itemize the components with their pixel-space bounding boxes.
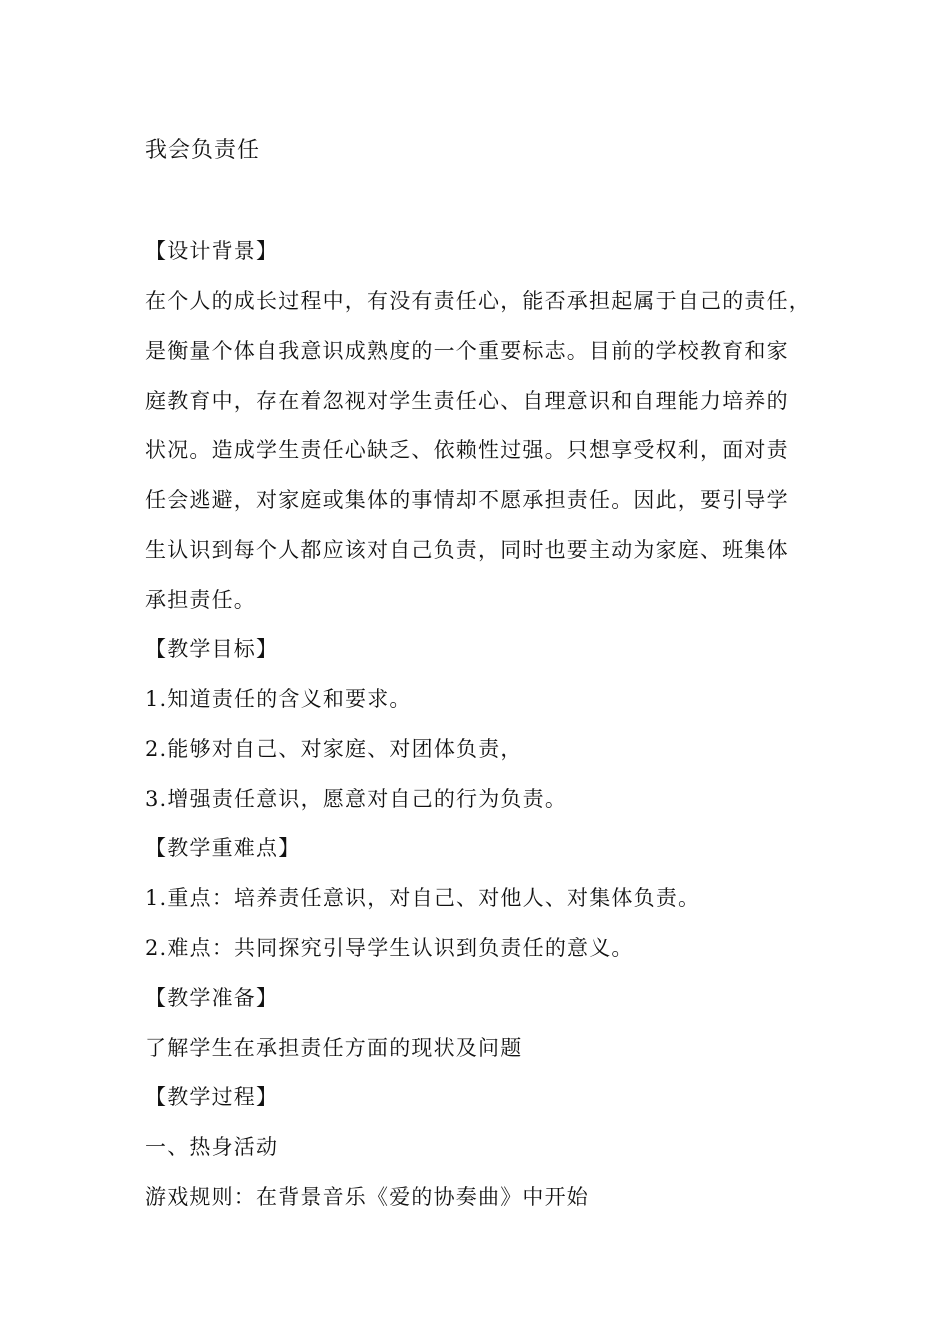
goal-item: 1.知道责任的含义和要求。 — [145, 687, 412, 711]
paragraph-line: 是衡量个体自我意识成熟度的一个重要标志。目前的学校教育和家 — [145, 339, 789, 363]
section-heading-goals: 【教学目标】 — [145, 637, 279, 661]
goal-item: 2.能够对自己、对家庭、对团体负责， — [145, 737, 523, 761]
section-heading-process: 【教学过程】 — [145, 1085, 279, 1109]
paragraph-line: 任会逃避，对家庭或集体的事情却不愿承担责任。因此，要引导学 — [145, 488, 789, 512]
section-heading-prep: 【教学准备】 — [145, 986, 279, 1010]
paragraph-line: 承担责任。 — [145, 588, 256, 612]
focus-item: 1.重点：培养责任意识，对自己、对他人、对集体负责。 — [145, 886, 701, 910]
goal-item: 3.增强责任意识，愿意对自己的行为负责。 — [145, 787, 568, 811]
section-heading-focus: 【教学重难点】 — [145, 836, 301, 860]
section-heading-background: 【设计背景】 — [145, 239, 279, 263]
document-title: 我会负责任 — [145, 138, 261, 163]
paragraph-line: 生认识到每个人都应该对自己负责，同时也要主动为家庭、班集体 — [145, 538, 789, 562]
process-step: 一、热身活动 — [145, 1135, 279, 1159]
prep-text: 了解学生在承担责任方面的现状及问题 — [145, 1036, 523, 1060]
focus-item: 2.难点：共同探究引导学生认识到负责任的意义。 — [145, 936, 634, 960]
process-rule: 游戏规则：在背景音乐《爱的协奏曲》中开始 — [145, 1185, 589, 1209]
paragraph-line: 状况。造成学生责任心缺乏、依赖性过强。只想享受权利，面对责 — [145, 438, 789, 462]
paragraph-line: 庭教育中，存在着忽视对学生责任心、自理意识和自理能力培养的 — [145, 389, 789, 413]
paragraph-line: 在个人的成长过程中，有没有责任心，能否承担起属于自己的责任， — [145, 289, 811, 313]
